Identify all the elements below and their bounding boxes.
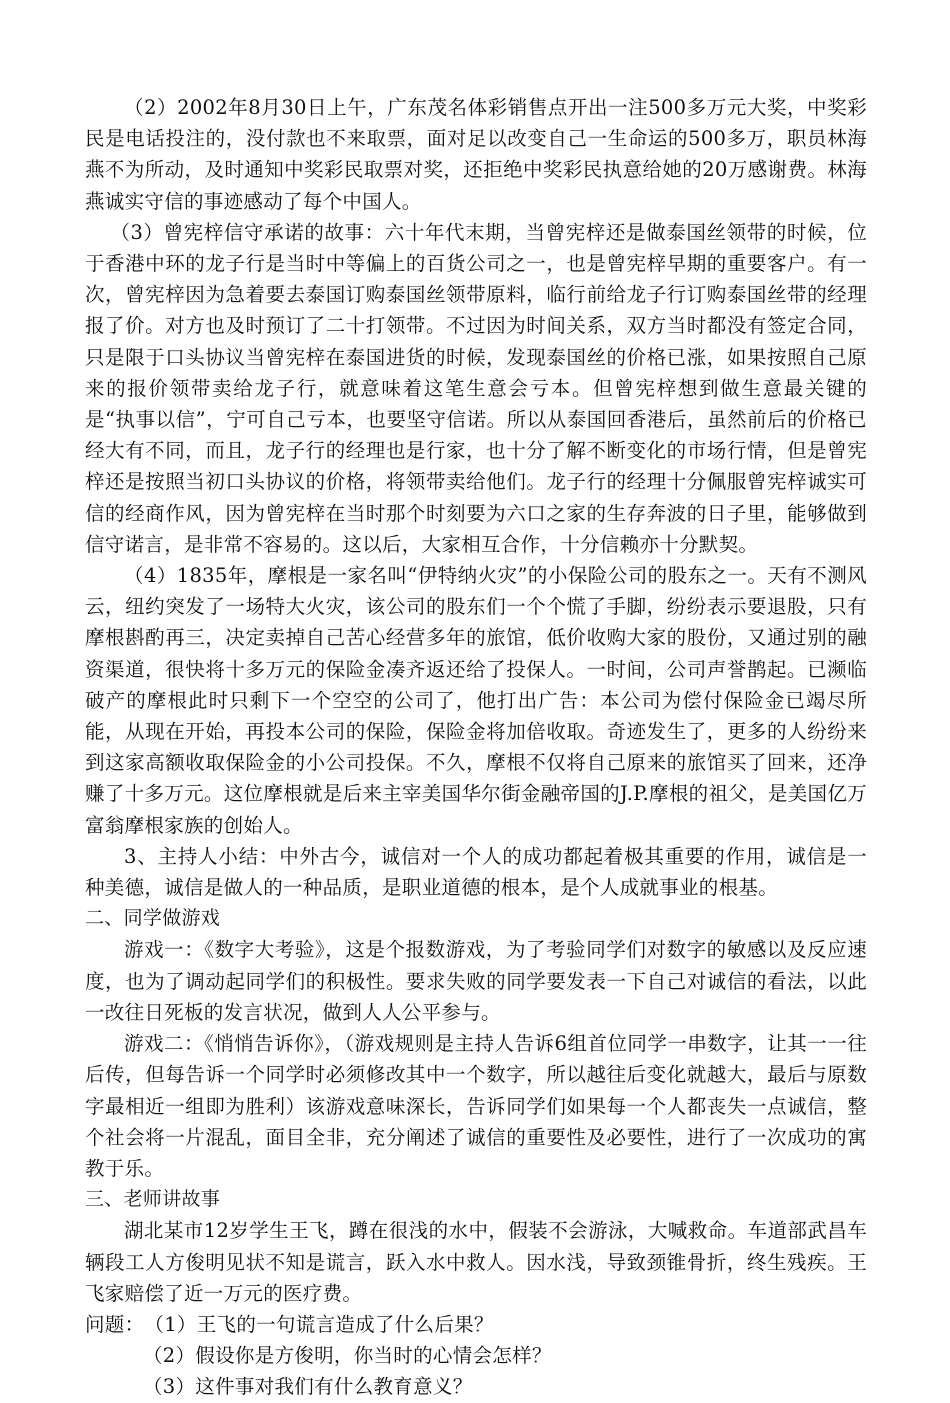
story-paragraph-3: （3）曾宪梓信守承诺的故事：六十年代末期，当曾宪梓还是做泰国丝领带的时候，位于香港中环的龙子行是当时中等偏上的百货公司之一，也是曾宪梓早期的重要客户。有一次，曾宪梓因为急着要去泰国订购泰国丝领带原料，临行前给龙子行订购泰国丝带的经理报了价。对方也及时预订了二十打领带。不过因为时间关系，双方当时都没有签定合同，只是限于口头协议当曾宪梓在泰国进货的时候，发现泰国丝的价格已涨，如果按照自己原来的报价领带卖给龙子行，就意味着这笔生意会亏本。但曾宪梓想到做生意最关键的是“执事以信”，宁可自己亏本，也要坚守信诺。所以从泰国回香港后，虽然前后的价格已经大有不同，而且，龙子行的经理也是行家，也十分了解不断变化的市场行情，但是曾宪梓还是按照当初口头协议的价格，将领带卖给他们。龙子行的经理十分佩服曾宪梓诚实可信的经商作风，因为曾宪梓在当时那个时刻要为六口之家的生存奔波的日子里，能够做到信守诺言，是非常不容易的。这以后，大家相互合作，十分信赖亦十分默契。 <box>85 220 867 556</box>
story-paragraph-4: （4）1835年，摩根是一家名叫“伊特纳火灾”的小保险公司的股东之一。天有不测风云，纽约突发了一场特大火灾，该公司的股东们一个个慌了手脚，纷纷表示要退股，只有摩根斟酌再三，决定卖掉自己苦心经营多年的旅馆，低价收购大家的股份，又通过别的融资渠道，很快将十多万元的保险金凑齐返还给了投保人。一时间，公司声誉鹊起。已濒临破产的摩根此时只剩下一个空空的公司了，他打出广告：本公司为偿付保险金已竭尽所能，从现在开始，再投本公司的保险，保险金将加倍收取。奇迹发生了，更多的人纷纷来到这家高额收取保险金的小公司投保。不久，摩根不仅将自己原来的旅馆买了回来，还净赚了十多万元。这位摩根就是后来主宰美国华尔街金融帝国的J.P.摩根的祖父，是美国亿万富翁摩根家族的创始人。 <box>85 564 867 837</box>
host-summary: 3、主持人小结：中外古今，诚信对一个人的成功都起着极其重要的作用，诚信是一种美德，诚信是做人的一种品质，是职业道德的根本，是个人成就事业的根基。 <box>85 844 867 900</box>
section-heading-teacher-story: 三、老师讲故事 <box>85 1188 221 1211</box>
question-2: （2）假设你是方俊明，你当时的心情会怎样？ <box>143 1344 552 1368</box>
game-two-paragraph: 游戏二：《悄悄告诉你》，（游戏规则是主持人告诉6组首位同学一串数字，让其一一往后传，但每告诉一个同学时必须修改其中一个数字，所以越往后变化就越大，最后与原数字最相近一组即为胜利）该游戏意味深长，告诉同学们如果每一个人都丧失一点诚信，整个社会将一片混乱，面目全非，充分阐述了诚信的重要性及必要性，进行了一次成功的寓教于乐。 <box>85 1032 867 1180</box>
question-3: （3）这件事对我们有什么教育意义？ <box>143 1375 473 1399</box>
document-page <box>85 92 867 1403</box>
questions-label: 问题： <box>85 1312 145 1336</box>
question-1: （1）王飞的一句谎言造成了什么后果？ <box>144 1312 494 1336</box>
teacher-story-paragraph: 湖北某市12岁学生王飞，蹲在很浅的水中，假装不会游泳，大喊救命。车道部武昌车辆段工人方俊明见状不知是谎言，跃入水中救人。因水浅，导致颈锥骨折，终生残疾。王飞家赔偿了近一万元的医疗费。 <box>85 1219 867 1305</box>
game-one-paragraph: 游戏一：《数字大考验》，这是个报数游戏，为了考验同学们对数字的敏感以及反应速度，也为了调动起同学们的积极性。要求失败的同学要发表一下自己对诚信的看法，以此一改往日死板的发言状况，做到人人公平参与。 <box>85 938 867 1024</box>
story-paragraph-2: （2）2002年8月30日上午，广东茂名体彩销售点开出一注500多万元大奖，中奖彩民是电话投注的，没付款也不来取票，面对足以改变自己一生命运的500多万，职员林海燕不为所动，及时通知中奖彩民取票对奖，还拒绝中奖彩民执意给她的20万感谢费。林海燕诚实守信的事迹感动了每个中国人。 <box>85 96 867 213</box>
question-row-1 <box>85 1309 867 1340</box>
section-heading-games: 二、同学做游戏 <box>85 907 221 930</box>
